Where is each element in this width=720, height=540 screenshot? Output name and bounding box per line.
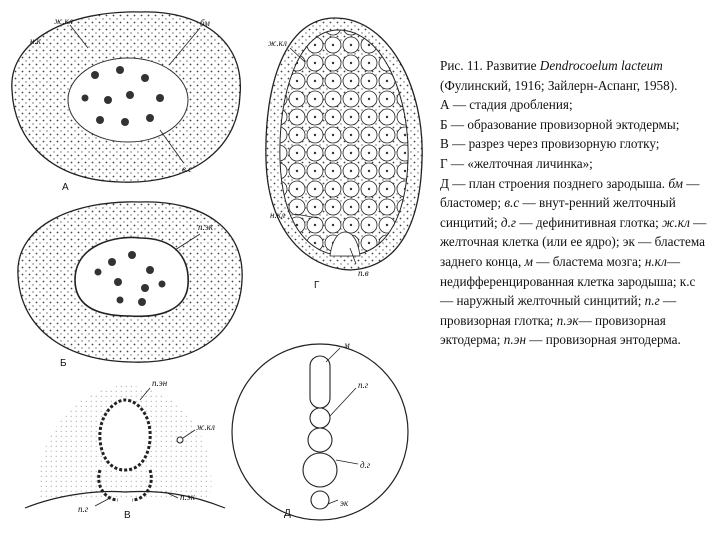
def-zhkl: — желточная клетка (или ее ядро); эк — бластема заднего конца, — [440, 214, 707, 269]
def-pek: — провизорная эктодерма; — [440, 312, 666, 348]
caption-line-b: Б — образование провизорной эктодермы; — [440, 116, 680, 132]
panel-v-letter: В — [124, 510, 131, 521]
label-pen-v: п.эн — [152, 378, 168, 388]
label-m-d: м — [344, 340, 350, 350]
label-bm: бм — [200, 18, 210, 28]
caption-line-a: А — стадия дробления; — [440, 97, 573, 113]
label-vs: в.с — [182, 164, 193, 174]
panel-v-drawing — [25, 378, 225, 521]
panel-a-letter: А — [62, 182, 69, 193]
label-pg-v: п.г — [78, 504, 89, 514]
def-pg: — провизорная глотка; — [440, 293, 677, 328]
abbr-m: м — [524, 253, 533, 269]
caption-species: Dendrocoelum lacteum — [539, 58, 663, 73]
label-zhkl-a: ж.кл — [54, 16, 73, 26]
panel-g-letter: Г — [314, 280, 320, 291]
def-pen: — провизорная энтодерма. — [525, 332, 681, 348]
panel-b-letter: Б — [60, 358, 67, 369]
label-ek-d: эк — [340, 498, 349, 508]
label-zhkl-g: ж.кл — [268, 38, 287, 48]
label-pek-v: п.эк — [180, 492, 195, 502]
label-nk-a: н.к — [30, 36, 41, 46]
figure-caption — [440, 56, 710, 350]
abbr-dg: д.г — [500, 214, 517, 230]
abbr-pek: п.эк — [556, 312, 579, 328]
def-vs: — внут-ренний желточный синцитий; — [440, 195, 676, 230]
def-bm: — бластомер; — [440, 175, 700, 211]
label-pg-d: п.г — [358, 380, 369, 390]
label-pek-b: п.эк — [198, 222, 213, 232]
label-dg-d: д.г — [360, 460, 371, 470]
caption-heading — [440, 56, 710, 95]
panel-a-drawing — [12, 12, 241, 193]
def-dg: — дефинитивная глотка; — [516, 214, 663, 230]
abbr-zhkl: ж.кл — [662, 214, 690, 230]
panel-d-letter: Д — [284, 508, 291, 519]
caption-authors: (Фулинский, 1916; Зайлерн-Аспанг, 1958). — [440, 77, 678, 93]
caption-line-v: В — разрез через провизорную глотку; — [440, 136, 660, 152]
label-nkl-g: н.кл — [270, 210, 286, 220]
abbr-pg: п.г — [644, 293, 660, 309]
panel-b-drawing — [18, 202, 242, 369]
abbr-bm: бм — [668, 175, 683, 191]
caption-line-g: Г — «желточная личинка»; — [440, 155, 593, 171]
caption-fig-number: Рис. 11. Развитие — [440, 58, 540, 73]
abbr-pen: п.эн — [503, 332, 526, 348]
label-pv-g: п.в — [358, 268, 369, 278]
abbr-nkl: н.кл — [644, 253, 667, 269]
panel-d-drawing — [232, 340, 408, 520]
caption-line-d — [440, 174, 710, 350]
def-m: — бластема мозга; — [532, 253, 645, 269]
abbr-vs: в.с — [504, 195, 520, 211]
label-zhkl-v: ж.кл — [196, 422, 215, 432]
panel-g-drawing — [266, 18, 422, 291]
def-nkl: — недифференцированная клетка зародыша; к.с — наружный желточный синцитий; — [440, 253, 696, 309]
caption-d-intro: Д — план строения позднего зародыша. — [440, 175, 669, 191]
